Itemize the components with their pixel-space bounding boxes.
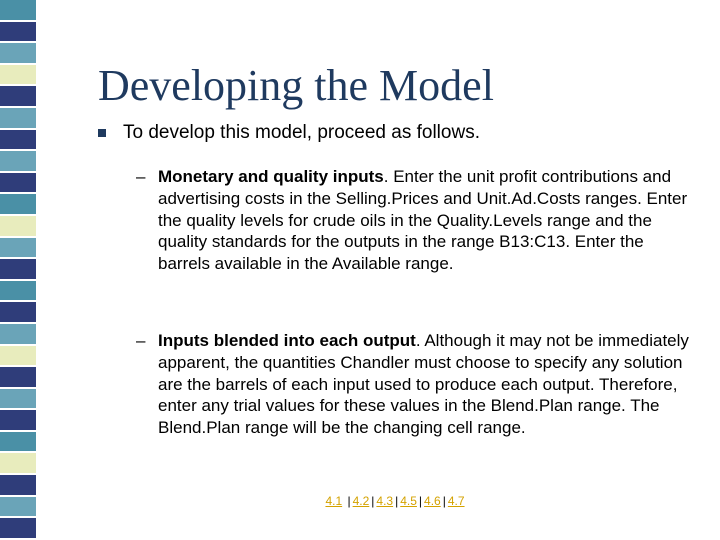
stripe-block <box>0 43 36 65</box>
nav-separator: | <box>395 494 399 508</box>
stripe-block <box>0 259 36 281</box>
stripe-block <box>0 151 36 173</box>
stripe-block <box>0 302 36 324</box>
stripe-block <box>0 453 36 475</box>
subbullet-body <box>158 330 696 439</box>
nav-separator: | <box>371 494 375 508</box>
nav-link-4-2[interactable]: 4.2 <box>352 494 370 508</box>
nav-separator: | <box>418 494 423 508</box>
dash-marker: – <box>136 331 146 350</box>
nav-link-4-1[interactable]: 4.1 <box>325 494 343 508</box>
main-bullet-text: To develop this model, proceed as follows. <box>123 122 480 143</box>
stripe-block <box>0 281 36 303</box>
subbullet-heading: Inputs blended into each output <box>158 331 416 350</box>
square-bullet-icon <box>98 129 106 137</box>
stripe-block <box>0 346 36 368</box>
main-bullet <box>98 122 480 144</box>
stripe-block <box>0 410 36 432</box>
stripe-block <box>0 65 36 87</box>
nav-separator: | <box>347 494 351 508</box>
stripe-block <box>0 194 36 216</box>
nav-link-4-3[interactable]: 4.3 <box>376 494 394 508</box>
stripe-block <box>0 86 36 108</box>
stripe-block <box>0 216 36 238</box>
decorative-stripe <box>0 0 36 540</box>
subbullet-heading: Monetary and quality inputs <box>158 167 384 186</box>
stripe-block <box>0 238 36 260</box>
nav-link-4-6[interactable]: 4.6 <box>424 494 441 508</box>
subbullet-text: . Enter the unit profit contributions and advertising costs in the Selling.Prices and Unit.Ad.Costs ranges. Enter the quality levels for crude oils in the Quality.Levels range and the quality standards for the outputs in the range B13:C13. Enter the barrels available in the Available range. <box>158 167 688 274</box>
stripe-block <box>0 432 36 454</box>
stripe-block <box>0 389 36 411</box>
section-nav <box>0 494 720 508</box>
stripe-block <box>0 324 36 346</box>
stripe-block <box>0 173 36 195</box>
dash-marker: – <box>136 167 146 186</box>
subbullet-body <box>158 166 696 275</box>
nav-separator: | <box>442 494 446 508</box>
slide-title: Developing the Model <box>98 61 494 110</box>
stripe-block <box>0 367 36 389</box>
nav-link-4-5[interactable]: 4.5 <box>400 494 417 508</box>
nav-link-4-7[interactable]: 4.7 <box>447 494 465 508</box>
stripe-block <box>0 22 36 44</box>
stripe-block <box>0 518 36 540</box>
stripe-block <box>0 130 36 152</box>
subbullet-blended-inputs <box>136 330 696 439</box>
stripe-block <box>0 0 36 22</box>
subbullet-monetary-inputs <box>136 166 696 275</box>
stripe-block <box>0 108 36 130</box>
subbullet-text: . Although it may not be immediately apparent, the quantities Chandler must choose to specify any solution are the barrels of each input used to produce each output. Therefore, enter any trial values for these values in the Blend.Plan range. The Blend.Plan range will be the changing cell range. <box>158 331 689 438</box>
